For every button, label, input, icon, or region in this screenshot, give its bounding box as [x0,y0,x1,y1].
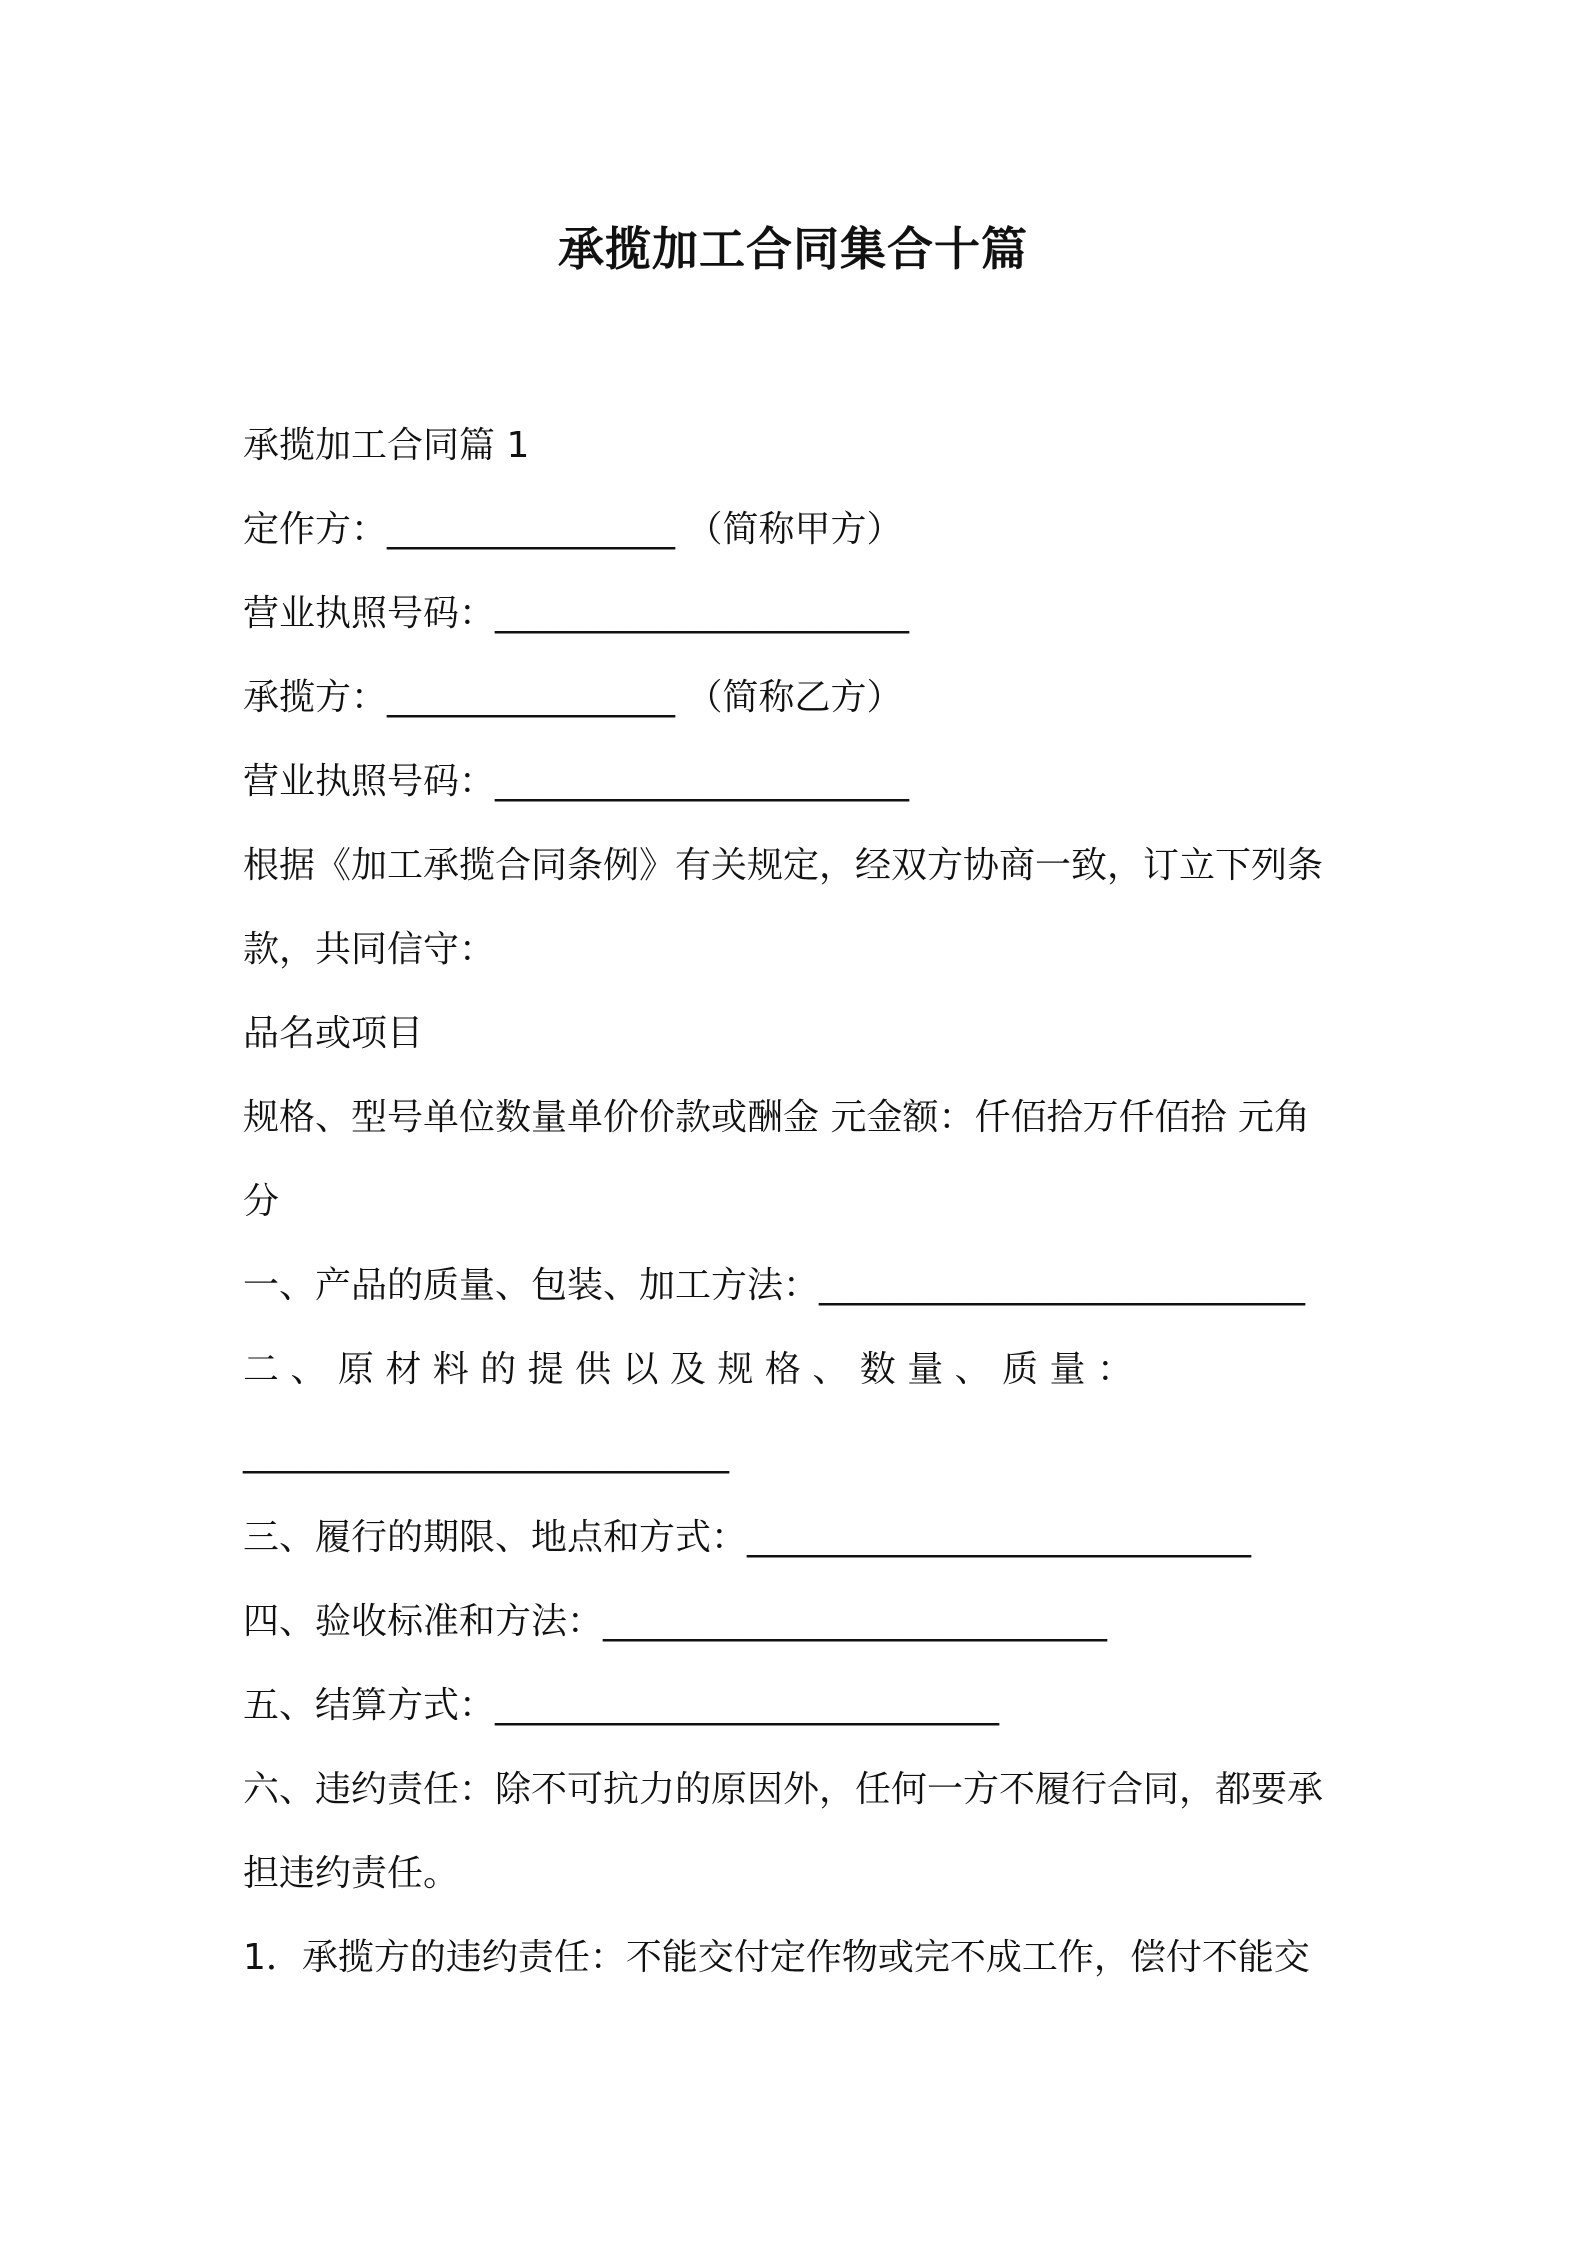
party-b-license-line: 营业执照号码：_______________________ [243,761,910,802]
clause-6-line-2: 担违约责任。 [243,1853,460,1894]
clause-2: 二 、 原 材 料 的 提 供 以 及 规 格 、 数 量 、 质 量 ： [243,1349,1133,1390]
section-heading: 承揽加工合同篇 1 [243,425,530,466]
preamble-line-1: 根据《加工承揽合同条例》有关规定，经双方协商一致，订立下列条 [243,845,1324,886]
clause-5: 五、结算方式：____________________________ [243,1685,1000,1726]
item-name-line: 品名或项目 [243,1013,424,1054]
party-a-line: 定作方：________________ （简称甲方） [243,509,903,550]
clause-6-item-1: 1．承揽方的违约责任：不能交付定作物或完不成工作，偿付不能交 [243,1937,1310,1978]
spec-line-1: 规格、型号单位数量单价价款或酬金 元金额：仟佰拾万仟佰拾 元角 [243,1097,1310,1138]
clause-3: 三、履行的期限、地点和方式：____________________________ [243,1517,1252,1558]
clause-4: 四、验收标准和方法：____________________________ [243,1601,1108,1642]
clause-1: 一、产品的质量、包装、加工方法：___________________________ [243,1265,1306,1306]
spec-line-2: 分 [243,1181,280,1222]
document-body [243,404,1353,2000]
document-title: 承揽加工合同集合十篇 [558,222,1028,276]
clause-6-line-1: 六、违约责任：除不可抗力的原因外，任何一方不履行合同，都要承 [243,1769,1324,1810]
preamble-line-2: 款，共同信守： [243,929,496,970]
party-a-license-line: 营业执照号码：_______________________ [243,593,910,634]
clause-2-blank: ___________________________ [243,1433,729,1474]
party-b-line: 承揽方：________________ （简称乙方） [243,677,903,718]
